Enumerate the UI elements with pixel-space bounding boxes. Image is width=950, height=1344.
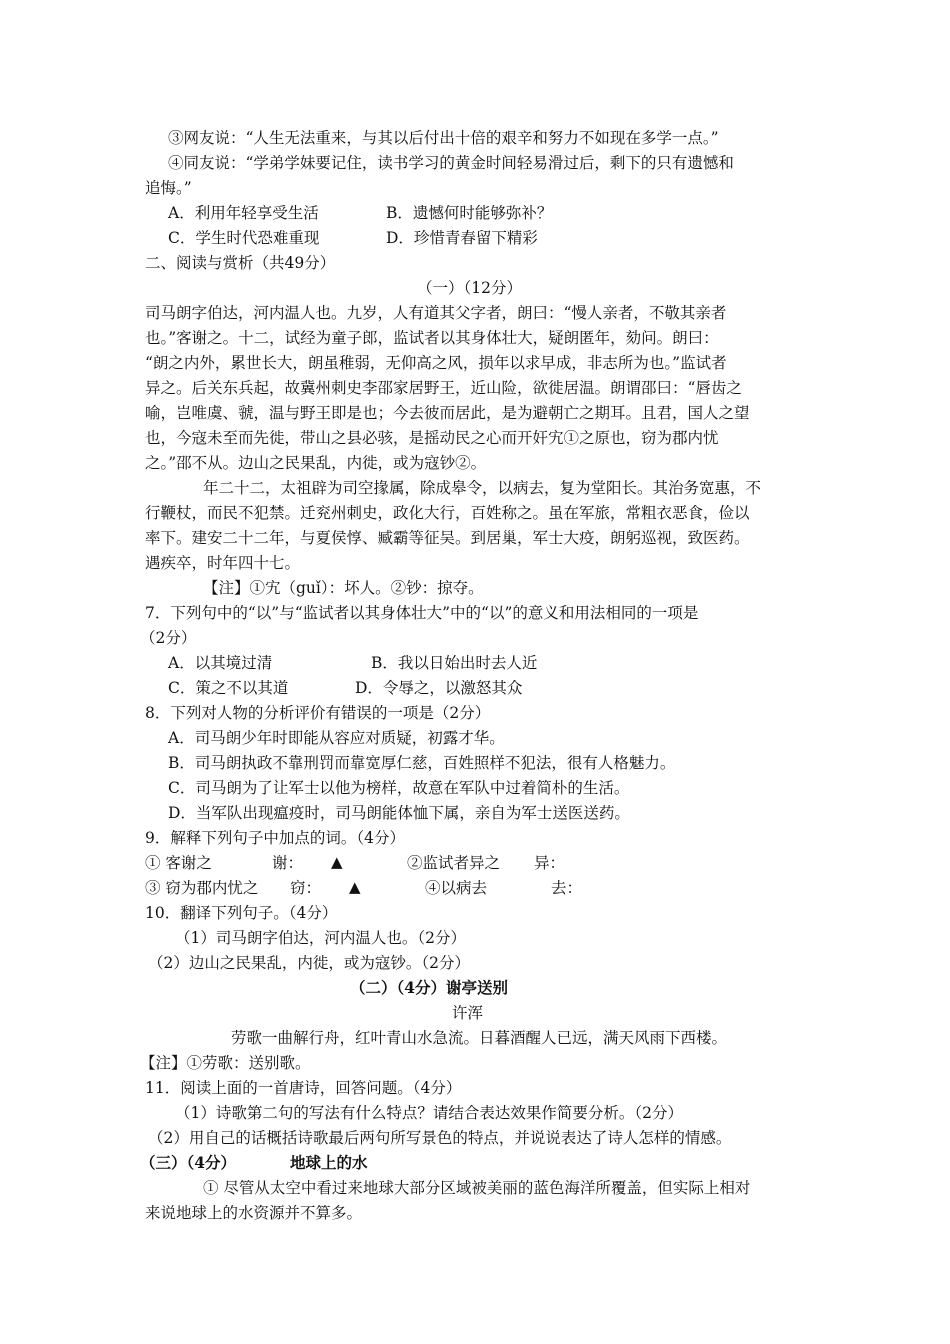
- q9-word-1: 谢：: [272, 854, 304, 872]
- part1-heading: （一）（12分）: [417, 279, 522, 297]
- passage-line: 遇疾卒，时年四十七。: [145, 554, 301, 572]
- q6-choice-c: C．学生时代恐难重现: [168, 229, 320, 247]
- q6-choice-d: D．珍惜青春留下精彩: [386, 229, 538, 247]
- q9-stem: 9．解释下列句子中加点的词。（4分）: [145, 829, 405, 847]
- q9-item-1: ① 客谢之: [145, 854, 212, 872]
- q9-item-2: ②监试者异之: [407, 854, 501, 872]
- part3-label: （三）（4分）: [140, 1153, 237, 1172]
- poem-note: 【注】①劳歌：送别歌。: [140, 1054, 311, 1072]
- part3-title: 地球上的水: [290, 1153, 368, 1172]
- q9-word-4: 去：: [551, 879, 583, 897]
- answer-blank-marker: ▲: [331, 853, 343, 871]
- passage-line: 喻，岂唯虞、虢，温与野王即是也；今去彼而居此，是为避朝亡之期耳。且君，国人之望: [145, 404, 750, 422]
- q6-option-4-cont: 追悔。”: [145, 179, 192, 197]
- q11-sub-2: （2）用自己的话概括诗歌最后两句所写景色的特点，并说说表达了诗人怎样的情感。: [148, 1129, 732, 1147]
- q11-stem: 11．阅读上面的一首唐诗，回答问题。（4分）: [145, 1079, 462, 1097]
- q10-stem: 10．翻译下列句子。（4分）: [145, 904, 338, 922]
- q7-choice-b: B．我以日始出时去人近: [371, 654, 538, 672]
- poem-author: 许浑: [452, 1004, 484, 1022]
- passage-line: 也，今寇未至而先徙，带山之县必骇，是摇动民之心而开奸宄①之原也，窃为郡内忧: [145, 429, 719, 447]
- passage-note: 【注】①宄（guǐ）：坏人。②钞：掠夺。: [203, 579, 484, 597]
- q8-choice-b: B．司马朗执政不靠刑罚而靠宽厚仁慈，百姓照样不犯法，很有人格魅力。: [168, 754, 676, 772]
- q8-stem: 8．下列对人物的分析评价有错误的一项是（2分）: [145, 704, 491, 722]
- q9-word-3: 窃：: [290, 879, 322, 897]
- passage-line: 司马朗字伯达，河内温人也。九岁，人有道其父字者，朗曰：“慢人亲者，不敬其亲者: [145, 304, 727, 322]
- part3-paragraph-cont: 来说地球上的水资源并不算多。: [145, 1204, 363, 1222]
- q7-points: （2分）: [140, 629, 197, 647]
- q6-choice-b: B．遗憾何时能够弥补？: [386, 204, 553, 222]
- passage-line: 异之。后关东兵起，故冀州刺史李邵家居野王，近山险，欲徙居温。朗谓邵曰：“唇齿之: [145, 379, 742, 397]
- q7-choice-a: A．以其境过清: [168, 654, 273, 672]
- q6-option-4: ④同友说：“学弟学妹要记住，读书学习的黄金时间轻易滑过后，剩下的只有遗憾和: [168, 154, 734, 172]
- q6-choice-a: A．利用年轻享受生活: [168, 204, 319, 222]
- q10-sentence-2: （2）边山之民果乱，内徙，或为寇钞。（2分）: [148, 954, 470, 972]
- passage-line: 也。”客谢之。十二，试经为童子郎，监试者以其身体壮大，疑朗匿年，劾问。朗曰：: [145, 329, 719, 347]
- q9-item-4: ④以病去: [425, 879, 488, 897]
- part2-heading: （二）（4分）谢亭送别: [350, 978, 509, 997]
- section-heading: 二、阅读与赏析（共49分）: [145, 254, 336, 272]
- passage-line: 率下。建安二十二年，与夏侯惇、臧霸等征吴。到居巢，军士大疫，朗躬巡视，致医药。: [145, 529, 750, 547]
- answer-blank-marker: ▲: [349, 878, 361, 896]
- poem-text: 劳歌一曲解行舟，红叶青山水急流。日暮酒醒人已远，满天风雨下西楼。: [231, 1029, 728, 1047]
- part3-paragraph: ① 尽管从太空中看过来地球大部分区域被美丽的蓝色海洋所覆盖，但实际上相对: [203, 1179, 751, 1197]
- q9-word-2: 异：: [534, 854, 566, 872]
- q9-item-3: ③ 窃为郡内忧之: [145, 879, 259, 897]
- q7-choice-c: C．策之不以其道: [168, 679, 289, 697]
- q10-sentence-1: （1）司马朗字伯达，河内温人也。（2分）: [175, 929, 466, 947]
- passage-line: 年二十二，太祖辟为司空掾属，除成皋令，以病去，复为堂阳长。其治务宽惠，不: [203, 479, 762, 497]
- q7-choice-d: D．令辱之，以激怒其众: [355, 679, 523, 697]
- q8-choice-a: A．司马朗少年时即能从容应对质疑，初露才华。: [168, 729, 505, 747]
- q6-option-3: ③网友说：“人生无法重来，与其以后付出十倍的艰辛和努力不如现在多学一点。”: [168, 129, 719, 147]
- passage-line: 行鞭杖，而民不犯禁。迁兖州刺史，政化大行，百姓称之。虽在军旅，常粗衣恶食，俭以: [145, 504, 750, 522]
- q8-choice-d: D．当军队出现瘟疫时，司马朗能体恤下属，亲自为军士送医送药。: [168, 804, 630, 822]
- passage-line: 之。”邵不从。边山之民果乱，内徙，或为寇钞②。: [145, 454, 487, 472]
- passage-line: “朗之内外，累世长大，朗虽稚弱，无仰高之风，损年以求早成，非志所为也。”监试者: [145, 354, 727, 372]
- q8-choice-c: C．司马朗为了让军士以他为榜样，故意在军队中过着简朴的生活。: [168, 779, 630, 797]
- q7-stem: 7．下列句中的“以”与“监试者以其身体壮大”中的“以”的意义和用法相同的一项是: [145, 604, 699, 622]
- q11-sub-1: （1）诗歌第二句的写法有什么特点？请结合表达效果作简要分析。（2分）: [175, 1104, 683, 1122]
